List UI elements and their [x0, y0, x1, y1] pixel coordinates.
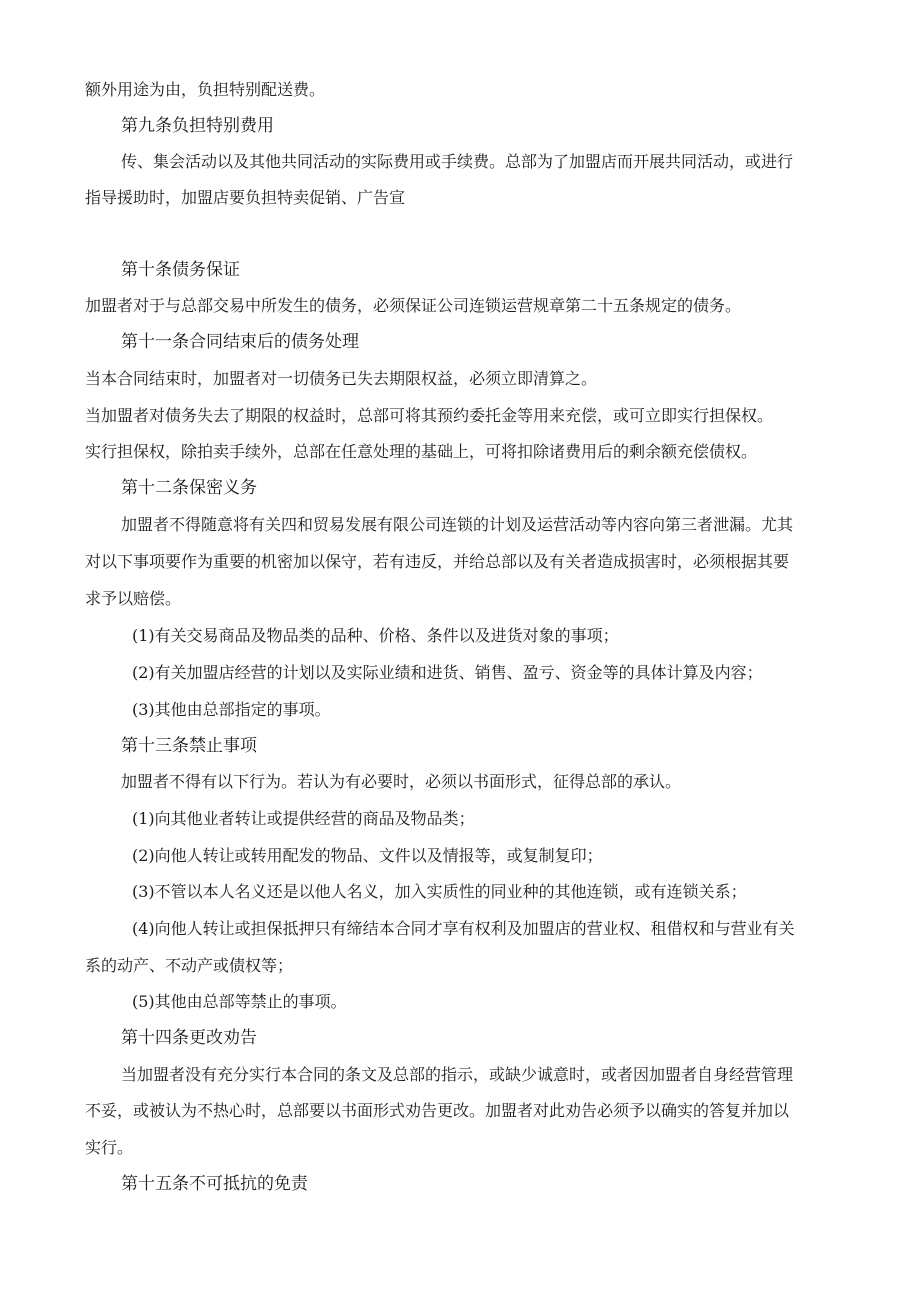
- list-item: (3)其他由总部指定的事项。: [132, 700, 331, 719]
- article-9-heading: 第九条负担特别费用: [121, 116, 274, 136]
- text-line: 当加盟者没有充分实行本合同的条文及总部的指示，或缺少诚意时，或者因加盟者自身经营管理: [121, 1065, 794, 1084]
- text-line: 额外用途为由，负担特别配送费。: [85, 80, 326, 99]
- text-line: 求予以赔偿。: [85, 589, 182, 608]
- list-item: (2)向他人转让或转用配发的物品、文件以及情报等，或复制复印；: [132, 846, 603, 865]
- text-line: 指导援助时，加盟店要负担特卖促销、广告宣: [85, 188, 406, 207]
- text-line: 加盟者对于与总部交易中所发生的债务，必须保证公司连锁运营规章第二十五条规定的债务。: [85, 296, 742, 315]
- text-line: 当加盟者对债务失去了期限的权益时，总部可将其预约委托金等用来充偿，或可立即实行担保权。: [85, 406, 774, 425]
- list-item: (5)其他由总部等禁止的事项。: [132, 992, 347, 1011]
- text-line: 实行。: [85, 1138, 134, 1157]
- article-11-heading: 第十一条合同结束后的债务处理: [121, 332, 359, 352]
- text-line: 实行担保权，除拍卖手续外，总部在任意处理的基础上，可将扣除诸费用后的剩余额充偿债权。: [85, 442, 758, 461]
- text-line: 对以下事项要作为重要的机密加以保守，若有违反，并给总部以及有关者造成损害时，必须根据其要: [85, 552, 790, 571]
- text-line: 加盟者不得有以下行为。若认为有必要时，必须以书面形式，征得总部的承认。: [121, 772, 682, 791]
- text-line: 不妥，或被认为不热心时，总部要以书面形式劝告更改。加盟者对此劝告必须予以确实的答复并加以: [85, 1101, 790, 1120]
- text-line: 系的动产、不动产或债权等；: [85, 956, 294, 975]
- list-item: (1)向其他业者转让或提供经营的商品及物品类；: [132, 809, 475, 828]
- article-14-heading: 第十四条更改劝告: [121, 1028, 257, 1048]
- list-item: (2)有关加盟店经营的计划以及实际业绩和进货、销售、盈亏、资金等的具体计算及内容；: [132, 663, 763, 682]
- article-12-heading: 第十二条保密义务: [121, 478, 257, 498]
- article-13-heading: 第十三条禁止事项: [121, 736, 257, 756]
- article-15-heading: 第十五条不可抵抗的免责: [121, 1174, 308, 1194]
- text-line: 加盟者不得随意将有关四和贸易发展有限公司连锁的计划及运营活动等内容向第三者泄漏。尤其: [121, 515, 794, 534]
- text-line: 当本合同结束时，加盟者对一切债务已失去期限权益，必须立即清算之。: [85, 369, 598, 388]
- list-item: (1)有关交易商品及物品类的品种、价格、条件以及进货对象的事项；: [132, 626, 619, 645]
- article-10-heading: 第十条债务保证: [121, 260, 240, 280]
- text-line: 传、集会活动以及其他共同活动的实际费用或手续费。总部为了加盟店而开展共同活动，或进行: [121, 152, 794, 171]
- list-item: (4)向他人转让或担保抵押只有缔结本合同才享有权利及加盟店的营业权、租借权和与营业有关: [132, 919, 795, 938]
- list-item: (3)不管以本人名义还是以他人名义，加入实质性的同业种的其他连锁，或有连锁关系；: [132, 882, 747, 901]
